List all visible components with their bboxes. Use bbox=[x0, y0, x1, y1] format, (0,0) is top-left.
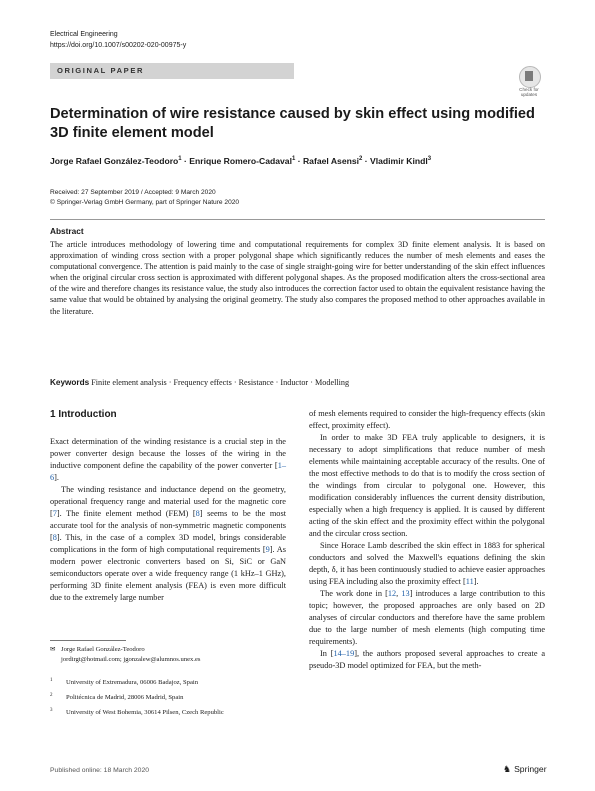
corresponding-author-email[interactable]: jordirgt@hotmail.com; jgonzalew@alumnos.unex.es bbox=[61, 656, 201, 663]
check-for-updates-badge[interactable] bbox=[512, 66, 546, 98]
paragraph: Exact determination of the winding resistance is a crucial step in the power converter design because the losses of the wiring in the inductive component define the capability of the power converter [1–6]. bbox=[50, 437, 286, 482]
badge-line1: Check for bbox=[519, 87, 539, 92]
affiliation bbox=[50, 676, 286, 688]
citation-link[interactable]: 8 bbox=[52, 533, 57, 542]
section-heading: 1 Introduction bbox=[50, 409, 117, 420]
bookmark-icon bbox=[525, 71, 533, 81]
paragraph: In [14–19], the authors proposed several approaches to create a pseudo-3D model optimized for FEA, but the meth- bbox=[309, 649, 546, 670]
affiliation-number: 2 bbox=[50, 693, 53, 698]
author-affiliation: 2 bbox=[359, 156, 363, 163]
citation-link[interactable]: 7 bbox=[52, 509, 57, 518]
author-separator: · bbox=[184, 156, 187, 166]
received-accepted-dates: Received: 27 September 2019 / Accepted: 9 March 2020 bbox=[50, 189, 216, 196]
body-column-right bbox=[309, 408, 545, 672]
author-separator: · bbox=[364, 156, 368, 166]
paragraph: In order to make 3D FEA truly applicable to designers, it is necessary to adopt simplifications that reduce number of mesh elements while maintaining acceptable accuracy of the results. One of the most effective methods to do that is to modify the cross section of the windings from circular to polygonal one. However, this modification considerably influences the current density distribution, especially when a high frequency is applied. It is caused by different acting of the skin effect and the proximity effect within the polygonal and the circular cross section. bbox=[309, 433, 545, 538]
paragraph: The work done in [12, 13] introduces a large contribution to this topic; however, the proposed approaches are only based on 2D analyses of circular conductors and therefore have the same problem due to the large number of mesh elements (high computing time requirements). bbox=[309, 589, 545, 646]
paragraph: Since Horace Lamb described the skin effect in 1883 for spherical conductors and solved the Maxwell's equations defining the skin depth, δ, it has been continuously studied to achieve easier approaches using FEA including also the proximity effect [11]. bbox=[309, 541, 545, 586]
corresponding-author-name: Jorge Rafael González-Teodoro bbox=[61, 646, 145, 653]
citation-link[interactable]: 1–6 bbox=[50, 461, 286, 482]
journal-name: Electrical Engineering bbox=[50, 31, 118, 38]
author-list bbox=[50, 156, 431, 166]
header-divider bbox=[50, 219, 545, 220]
badge-line2: updates bbox=[520, 92, 538, 97]
author-affiliation: 3 bbox=[427, 156, 432, 163]
affiliation bbox=[50, 691, 286, 703]
abstract-heading: Abstract bbox=[50, 226, 84, 236]
author-name[interactable]: Vladimir Kindl bbox=[370, 156, 428, 166]
keywords-list: Finite element analysis · Frequency effects · Resistance · Inductor · Modelling bbox=[91, 378, 350, 387]
affiliation bbox=[50, 706, 286, 718]
title-line2: 3D finite element model bbox=[50, 125, 214, 141]
springer-horse-icon: ♞ bbox=[503, 764, 512, 774]
paper-type-banner bbox=[50, 63, 294, 79]
author-name[interactable]: Rafael Asensi bbox=[302, 156, 360, 166]
affiliation-number: 3 bbox=[50, 708, 53, 713]
abstract-text: The article introduces methodology of lowering time and computational requirements for complex 3D finite element analysis. It is based on approximation of winding cross section with a proper polygonal shape which significantly reduces the number of mesh elements and eases the computational convergence. The attention is paid mainly to the case of single straight-going wire for better understanding of the skin effect influences when the original circular cross section is approximated with different polygonal shapes. As the proposed modification alters the cross-sectional area of the wire and therefore changes its resistance value, the study also introduces the correction factor used to obtain the equivalent resistance having the same value that would be obtained by analysing the original geometry. The study also compares the proposed method to other approaches available in the literature. bbox=[50, 240, 545, 316]
envelope-icon: ✉ bbox=[50, 646, 56, 653]
citation-link[interactable]: 9 bbox=[265, 545, 270, 554]
affiliation-number: 1 bbox=[50, 678, 53, 683]
doi-link[interactable]: https://doi.org/10.1007/s00202-020-00975-y bbox=[50, 42, 187, 49]
citation-link[interactable]: 13 bbox=[401, 589, 410, 598]
keywords-line bbox=[50, 378, 349, 387]
title-line1: Determination of wire resistance caused by skin effect using modified bbox=[50, 106, 535, 122]
author-name[interactable]: Jorge Rafael González-Teodoro bbox=[50, 156, 179, 166]
citation-link[interactable]: 8 bbox=[195, 509, 200, 518]
published-online-date: Published online: 18 March 2020 bbox=[50, 767, 149, 774]
body-column-left bbox=[50, 436, 286, 604]
paper-type-label: ORIGINAL PAPER bbox=[57, 66, 145, 75]
affiliation-text: Politécnica de Madrid, 28006 Madrid, Spain bbox=[66, 694, 184, 701]
citation-link[interactable]: 11 bbox=[465, 577, 474, 586]
author-separator: · bbox=[297, 156, 301, 166]
citation-link[interactable]: 14–19 bbox=[333, 649, 355, 658]
keywords-label: Keywords bbox=[50, 378, 90, 387]
author-affiliation: 1 bbox=[178, 156, 182, 163]
author-affiliation: 1 bbox=[291, 156, 296, 163]
affiliation-text: University of Extremadura, 06006 Badajoz, Spain bbox=[66, 679, 199, 686]
author-name[interactable]: Enrique Romero-Cadaval bbox=[189, 156, 292, 166]
publication-history bbox=[50, 188, 239, 208]
paper-title bbox=[50, 105, 545, 143]
journal-header bbox=[50, 29, 186, 51]
corresponding-author bbox=[50, 645, 286, 665]
paragraph: The winding resistance and inductance depend on the geometry, operational frequency range and material used for the magnetic core [7]. The finite element method (FEM) [8] seems to be the most accurate tool for the analysis of non-symmetric magnetic components [8]. This, in the case of a complex 3D model, brings considerable complications in the form of high computational requirements [9]. As modern power electronic converters based on Si, SiC or GaN semiconductors operate over a wide frequency range (1 kHz–1 GHz), performing 3D finite element analysis (FEA) is even more difficult due to the extremely large number bbox=[50, 485, 286, 602]
paragraph: of mesh elements required to consider the high-frequency effects (skin effect, proximity effect). bbox=[309, 409, 545, 430]
publisher-logo[interactable] bbox=[503, 764, 547, 775]
publisher-name: Springer bbox=[514, 764, 547, 774]
affiliation-text: University of West Bohemia, 30614 Pilsen, Czech Republic bbox=[66, 709, 224, 716]
copyright-notice: © Springer-Verlag GmbH Germany, part of Springer Nature 2020 bbox=[50, 199, 240, 206]
citation-link[interactable]: 12 bbox=[387, 589, 397, 598]
footnote-divider bbox=[50, 640, 126, 641]
